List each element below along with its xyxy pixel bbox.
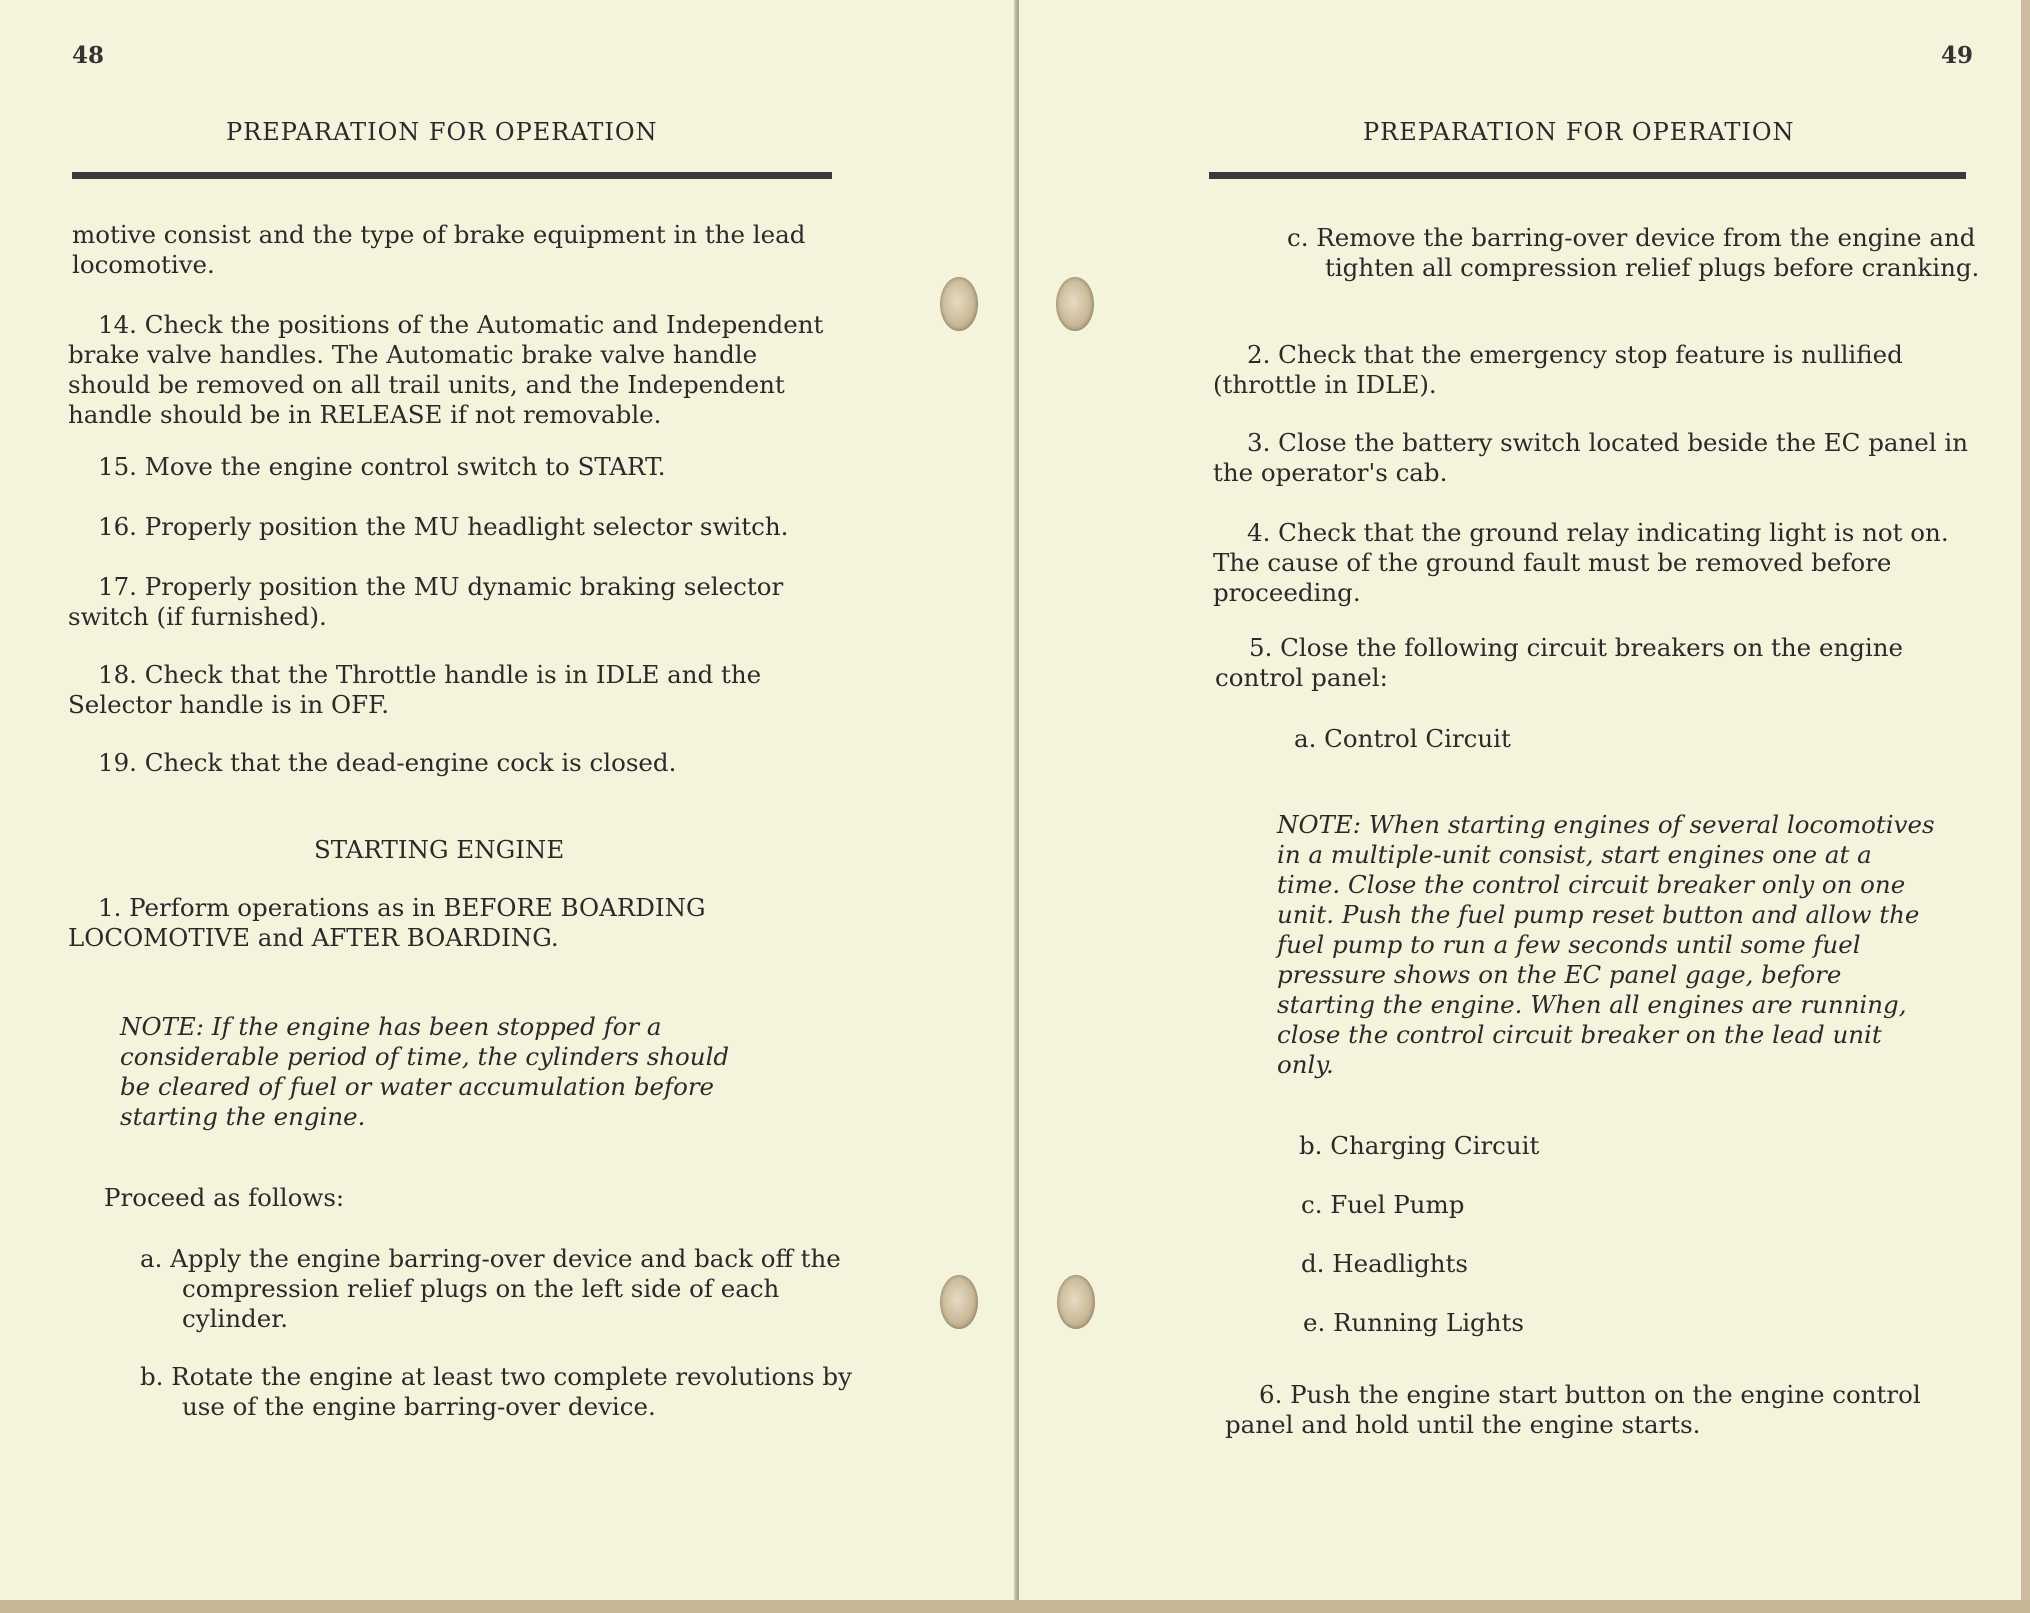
starting-step-1: 1. Perform operations as in BEFORE BOARDING LOCOMOTIVE and AFTER BOARDING. [68, 893, 706, 952]
binder-hole [940, 277, 978, 331]
header-rule [1209, 172, 1966, 179]
sub-step-b: b. Rotate the engine at least two complete revolutions by use of the engine barring-over device. [140, 1362, 852, 1421]
right-page [1019, 0, 2021, 1600]
step-2: 2. Check that the emergency stop feature is nullified (throttle in IDLE). [1213, 340, 1903, 399]
step-19: 19. Check that the dead-engine cock is closed. [98, 748, 677, 777]
paragraph-continued: motive consist and the type of brake equipment in the lead locomotive. [72, 220, 806, 279]
breaker-d: d. Headlights [1301, 1249, 1468, 1278]
sub-step-a: a. Apply the engine barring-over device and back off the compression relief plugs on the left side of each cylinder. [140, 1244, 841, 1333]
step-3: 3. Close the battery switch located beside the EC panel in the operator's cab. [1213, 428, 1969, 487]
proceed-label: Proceed as follows: [104, 1183, 345, 1212]
step-18: 18. Check that the Throttle handle is in IDLE and the Selector handle is in OFF. [68, 660, 762, 719]
binder-hole [1056, 277, 1094, 331]
page-number: 49 [1941, 42, 1974, 69]
step-4: 4. Check that the ground relay indicating light is not on. The cause of the ground fault must be removed before proceeding. [1213, 518, 1949, 607]
breaker-e: e. Running Lights [1303, 1308, 1524, 1337]
binder-hole [940, 1275, 978, 1329]
step-14: 14. Check the positions of the Automatic and Independent brake valve handles. The Automatic brake valve handle should be removed on all trail units, and the Independent handle should be in RELEASE if not removable. [68, 310, 824, 429]
note-multiple-units: NOTE: When starting engines of several locomotives in a multiple-unit consist, start engines one at a time. Close the control circuit breaker only on one unit. Push the fuel pump reset button and allow the fuel pump to run a few seconds until some fuel pressure shows on the EC panel gage, before starting the engine. When all engines are running, close the control circuit breaker on the lead unit only. [1277, 810, 1935, 1079]
step-6: 6. Push the engine start button on the engine control panel and hold until the engine starts. [1225, 1380, 1921, 1439]
breaker-c: c. Fuel Pump [1301, 1190, 1465, 1219]
header-rule [72, 172, 832, 179]
step-17: 17. Properly position the MU dynamic braking selector switch (if furnished). [68, 572, 784, 631]
running-head: PREPARATION FOR OPERATION [1363, 118, 1795, 146]
bottom-edge [0, 1600, 2030, 1613]
note-cylinders: NOTE: If the engine has been stopped for a considerable period of time, the cylinders should be cleared of fuel or water accumulation before starting the engine. [120, 1012, 730, 1131]
breaker-a: a. Control Circuit [1294, 724, 1511, 753]
binder-hole [1057, 1275, 1095, 1329]
step-16: 16. Properly position the MU headlight selector switch. [98, 512, 789, 541]
page-number: 48 [72, 42, 105, 69]
running-head: PREPARATION FOR OPERATION [226, 118, 658, 146]
sub-step-c: c. Remove the barring-over device from the engine and tighten all compression relief plugs before cranking. [1287, 223, 1980, 282]
breaker-b: b. Charging Circuit [1299, 1131, 1540, 1160]
section-heading: STARTING ENGINE [314, 835, 565, 864]
step-5: 5. Close the following circuit breakers on the engine control panel: [1215, 633, 1904, 692]
step-15: 15. Move the engine control switch to START. [98, 452, 666, 481]
left-page [0, 0, 1016, 1600]
